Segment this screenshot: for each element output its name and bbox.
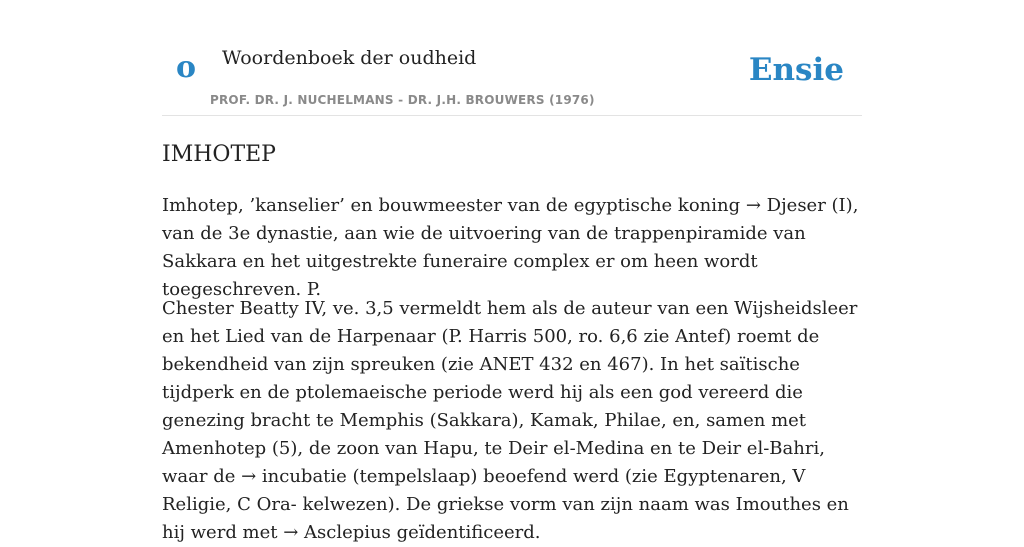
book-logo: o (176, 50, 197, 85)
entry-paragraph: Imhotep, ’kanselier’ en bouwmeester van de egyptische koning → Djeser (I), van de 3e dynastie, aan wie de uitvoering van de trappenpiramide van Sakkara en het uitgestrekte funeraire complex er om heen wordt toegeschreven. P. (162, 195, 859, 300)
book-title[interactable]: Woordenboek der oudheid (222, 47, 477, 69)
entry-title: IMHOTEP (162, 142, 276, 167)
book-authors: PROF. DR. J. NUCHELMANS - DR. J.H. BROUWERS (1976) (210, 93, 595, 107)
header (162, 0, 862, 116)
entry-paragraph: Chester Beatty IV, ve. 3,5 vermeldt hem als de auteur van een Wijsheidsleer en het Lied van de Harpenaar (P. Harris 500, ro. 6,6 zie Antef) roemt de bekendheid van zijn spreuken (zie ANET 432 en 467). In het saïtische tijdperk en de ptolemaeische periode werd hij als een god vereerd die genezing bracht te Memphis (Sakkara), Kamak, Philae, en, samen met Amenhotep (5), de zoon van Hapu, te Deir el-Medina en te Deir el-Bahri, waar de → incubatie (tempelslaap) beoefend werd (zie Egyptenaren, V Religie, C Ora- kelwezen). De griekse vorm van zijn naam was Imouthes en hij werd met → Asclepius geïdentificeerd. (162, 298, 858, 543)
ensie-logo-link[interactable]: Ensie (748, 52, 844, 88)
